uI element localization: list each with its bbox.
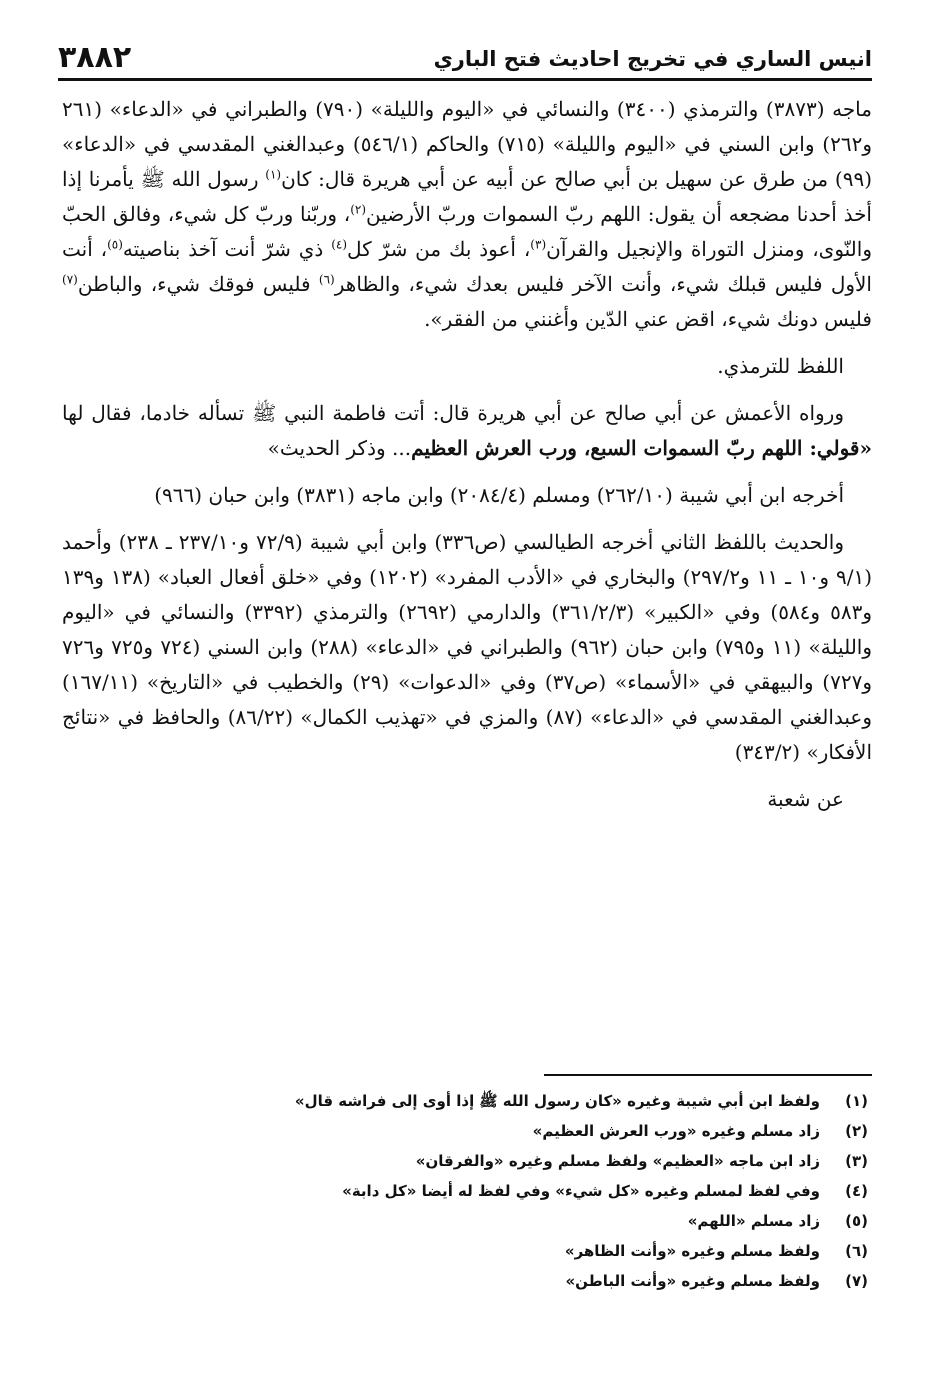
running-title: انيس الساري في تخريج احاديث فتح الباري [433, 47, 872, 71]
text-run: اللفظ للترمذي. [717, 354, 844, 378]
paragraph-p2 [62, 349, 872, 384]
text-run: ، أنت الأول فليس قبلك شيء، وأنت الآخر فليس بعدك شيء، والظاهر [62, 237, 872, 296]
footnote-ref: (٢) [350, 202, 367, 217]
text-run: عن شعبة [767, 787, 844, 811]
footnote-ref: (٦) [318, 272, 335, 287]
footnote-ref: (١) [265, 167, 282, 182]
footnote-text: ولفظ ابن أبي شيبة وغيره «كان رسول الله ﷺ إذا أوى إلى فراشه قال» [294, 1092, 820, 1110]
text-run: أخرجه ابن أبي شيبة (٢٦٢/١٠) ومسلم (٢٠٨٤/٤) وابن ماجه (٣٨٣١) وابن حبان (٩٦٦) [154, 483, 844, 507]
footnote-list [62, 1086, 872, 1296]
footnote-number: (١) [845, 1092, 868, 1110]
text-run: رسول الله ﷺ يأمرنا إذا أخذ أحدنا مضجعه أن يقول: اللهم ربّ السموات وربّ الأرضين [62, 167, 872, 226]
paragraph-p6 [62, 782, 872, 817]
paragraph-p1 [62, 92, 872, 337]
footnote-number: (٤) [845, 1182, 868, 1200]
footnote-ref: (٥) [107, 237, 123, 252]
text-run: ... وذكر الحديث» [267, 436, 412, 460]
text-run: ماجه (٣٨٧٣) والترمذي (٣٤٠٠) والنسائي في «اليوم والليلة» (٧٩٠) والطبراني في «الدعاء» (٢٦١ و٢٦٢) وابن السني في «اليوم والليلة» (٧١٥) والحاكم (٥٤٦/١) وعبدالغني المقدسي في «الدعاء» (٩٩) من طرق عن سهيل بن أبي صالح عن أبيه عن أبي هريرة قال: كان [62, 97, 872, 191]
footnote-text: زاد مسلم وغيره «ورب العرش العظيم» [532, 1122, 820, 1140]
footnote-item [62, 1206, 872, 1236]
text-run: ، وربّنا وربّ كل شيء، وفالق الحبّ والنّوى، ومنزل التوراة والإنجيل والقرآن [62, 202, 872, 261]
footnote-item [62, 1086, 872, 1116]
footnote-text: زاد مسلم «اللهم» [687, 1212, 820, 1230]
footnote-text: زاد ابن ماجه «العظيم» ولفظ مسلم وغيره «والفرقان» [415, 1152, 820, 1170]
footnote-ref: (٣) [530, 237, 547, 252]
footnotes [62, 1074, 872, 1296]
main-text [62, 92, 872, 829]
paragraph-p3 [62, 396, 872, 466]
footnote-item [62, 1146, 872, 1176]
footnote-text: ولفظ مسلم وغيره «وأنت الظاهر» [564, 1242, 820, 1260]
footnote-number: (٥) [845, 1212, 868, 1230]
footnote-text: ولفظ مسلم وغيره «وأنت الباطن» [565, 1272, 820, 1290]
footnote-ref: (٤) [331, 237, 348, 252]
footnote-ref: (٧) [62, 272, 78, 287]
footnote-item [62, 1236, 872, 1266]
footnote-separator [544, 1074, 872, 1076]
paragraph-p4 [62, 478, 872, 513]
footnote-number: (٢) [845, 1122, 868, 1140]
page-header [58, 34, 872, 81]
footnote-item [62, 1266, 872, 1296]
footnote-number: (٣) [845, 1152, 868, 1170]
paragraph-p5 [62, 525, 872, 770]
footnote-item [62, 1116, 872, 1146]
bold-quote: «قولي: اللهم ربّ السموات السبع، ورب العرش العظيم [411, 436, 872, 460]
text-run: والحديث باللفظ الثاني أخرجه الطيالسي (ص٣٣٦) وابن أبي شيبة (٧٢/٩ و٢٣٧/١٠ ـ ٢٣٨) وأحمد (٩/١ و١٠ ـ ١١ و٢٩٧/٢) والبخاري في «الأدب المفرد» (١٢٠٢) وفي «خلق أفعال العباد» (١٣٨ و١٣٩ و٥٨٣ و٥٨٤) وفي «الكبير» (٣٦١/٢/٣) والدارمي (٢٦٩٢) والترمذي (٣٣٩٢) والنسائي في «اليوم والليلة» (١١ و٧٩٥) وابن حبان (٩٦٢) والطبراني في «الدعاء» (٢٨٨) وابن السني (٧٢٤ و٧٢٥ و٧٢٦ و٧٢٧) والبيهقي في «الأسماء» (ص٣٧) وفي «الدعوات» (٢٩) والخطيب في «التاريخ» (١٦٧/١١) وعبدالغني المقدسي في «الدعاء» (٨٧) والمزي في «تهذيب الكمال» (٨٦/٢٢) والحافظ في «نتائج الأفكار» (٣٤٣/٢) [62, 530, 873, 764]
text-run: ورواه الأعمش عن أبي صالح عن أبي هريرة قال: أتت فاطمة النبي ﷺ تسأله خادما، فقال لها [62, 401, 844, 425]
text-run: ذي شرّ أنت آخذ بناصيته [122, 237, 332, 261]
footnote-number: (٦) [845, 1242, 868, 1260]
text-run: ، أعوذ بك من شرّ كل [347, 237, 531, 261]
footnote-text: وفي لفظ لمسلم وغيره «كل شيء» وفي لفظ له أيضا «كل دابة» [342, 1182, 820, 1200]
footnote-item [62, 1176, 872, 1206]
text-run: فليس دونك شيء، اقض عني الدّين وأغنني من الفقر». [424, 307, 872, 331]
footnote-number: (٧) [845, 1272, 868, 1290]
text-run: فليس فوقك شيء، والباطن [77, 272, 319, 296]
page-number: ٣٨٨٢ [58, 40, 132, 75]
